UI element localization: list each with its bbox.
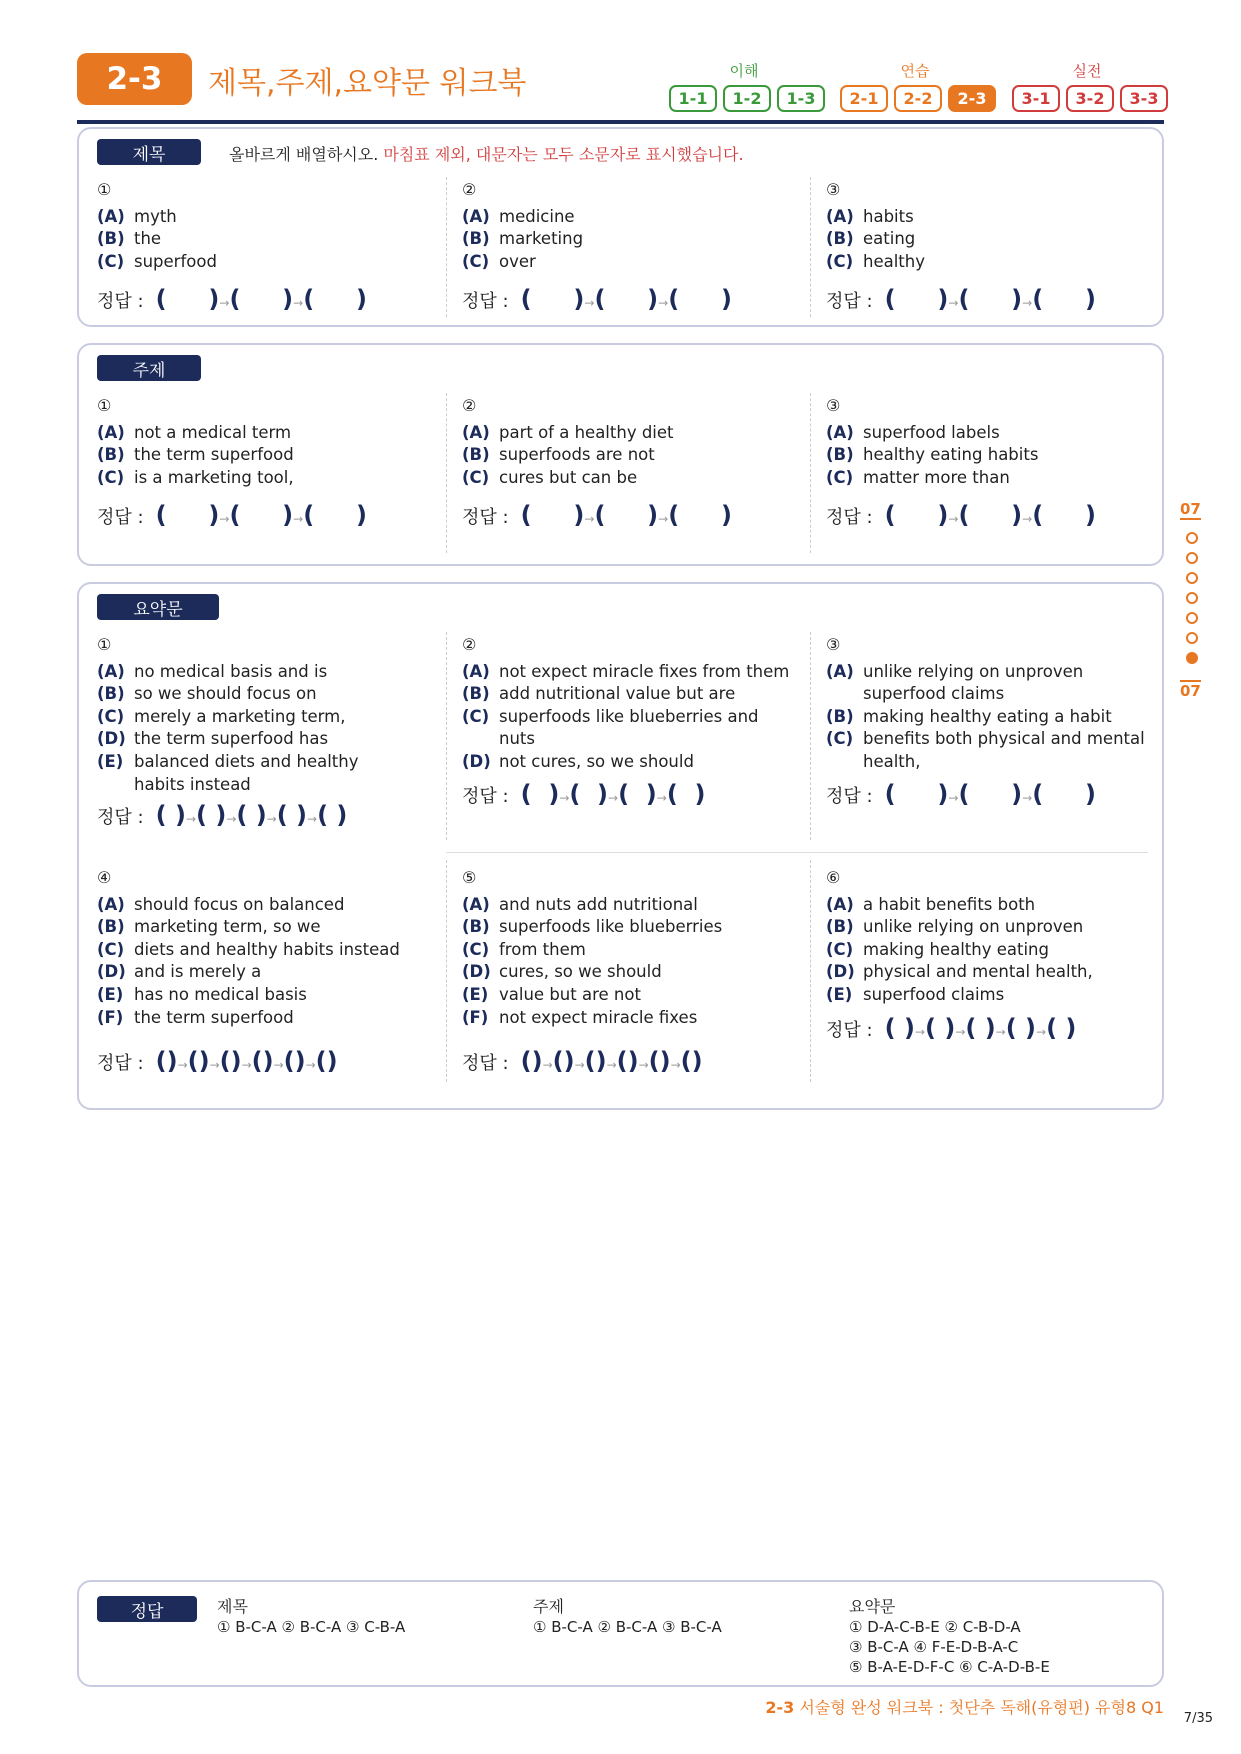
column-divider	[446, 632, 447, 840]
title-answer-2[interactable]: 정답 : ( )→( )→( )	[462, 285, 732, 313]
lesson-badge: 2-3	[77, 53, 192, 105]
column-divider	[810, 860, 811, 1082]
title-answer-1[interactable]: 정답 : ( )→( )→( )	[97, 285, 367, 313]
answer-key-tag: 정답	[97, 1596, 197, 1622]
side-index-bottom: 07	[1180, 682, 1201, 700]
topic-question-2: ② (A) part of a healthy diet (B) superfoods are not (C) cures but can be	[462, 396, 674, 487]
summary-question-3: ③ (A) unlike relying on unproven superfood claims (B) making healthy eating a habit (C) benefits both physical and mental health,	[826, 635, 1145, 771]
side-dot-7-current	[1186, 652, 1198, 664]
footer-text: 2-3 서술형 완성 워크북 : 첫단추 독해(유형편) 유형8 Q1	[765, 1698, 1164, 1717]
summary-answer-6[interactable]: 정답 : ( )→( )→( )→( )→( )	[826, 1014, 1077, 1042]
group-label-real: 실전	[1072, 62, 1102, 80]
summary-question-1: ① (A) no medical basis and is (B) so we should focus on (C) merely a marketing term, (D) the term superfood has (E) balanced diets and healthy habits instead	[97, 635, 359, 794]
topic-answer-3[interactable]: 정답 : ( )→( )→( )	[826, 501, 1096, 529]
summary-answer-4[interactable]: 정답 : ()→()→()→()→()→()	[97, 1047, 338, 1075]
topic-answer-1[interactable]: 정답 : ( )→( )→( )	[97, 501, 367, 529]
side-dot-3	[1186, 572, 1198, 584]
column-divider	[810, 393, 811, 553]
answer-key-title-line: ① B-C-A ② B-C-A ③ C-B-A	[217, 1618, 406, 1636]
title-question-1: ① (A) myth (B) the (C) superfood	[97, 180, 217, 271]
step-3-3-button[interactable]: 3-3	[1120, 85, 1168, 112]
summary-answer-3[interactable]: 정답 : ( )→( )→( )	[826, 780, 1096, 808]
step-2-3-button[interactable]: 2-3	[948, 85, 996, 112]
topic-question-1: ① (A) not a medical term (B) the term superfood (C) is a marketing tool,	[97, 396, 294, 487]
summary-answer-2[interactable]: 정답 : ( )→( )→( )→( )	[462, 780, 706, 808]
title-question-2: ② (A) medicine (B) marketing (C) over	[462, 180, 584, 271]
answer-key-summary-line-2: ③ B-C-A ④ F-E-D-B-A-C	[849, 1638, 1019, 1656]
page-title: 제목,주제,요약문 워크북	[208, 66, 527, 101]
step-1-3-button[interactable]: 1-3	[777, 85, 825, 112]
step-3-2-button[interactable]: 3-2	[1066, 85, 1114, 112]
side-dot-1	[1186, 532, 1198, 544]
summary-question-4: ④ (A) should focus on balanced (B) marketing term, so we (C) diets and healthy habits instead (D) and is merely a (E) has no medical basis (F) the term superfood	[97, 868, 400, 1027]
step-3-1-button[interactable]: 3-1	[1012, 85, 1060, 112]
instruction: 올바르게 배열하시오. 마침표 제외, 대문자는 모두 소문자로 표시했습니다.	[229, 145, 744, 164]
side-dot-2	[1186, 552, 1198, 564]
title-answer-3[interactable]: 정답 : ( )→( )→( )	[826, 285, 1096, 313]
step-2-1-button[interactable]: 2-1	[840, 85, 888, 112]
step-1-2-button[interactable]: 1-2	[723, 85, 771, 112]
title-section	[77, 127, 1164, 327]
side-index-top: 07	[1180, 500, 1201, 518]
column-divider	[446, 393, 447, 553]
page-number: 7/35	[1183, 1711, 1213, 1726]
answer-key-topic-head: 주제	[533, 1597, 564, 1616]
summary-question-2: ② (A) not expect miracle fixes from them (B) add nutritional value but are (C) superfoods like blueberries and nuts (D) not cures, so we should	[462, 635, 790, 771]
summary-section-tag: 요약문	[97, 594, 219, 620]
column-divider	[810, 177, 811, 317]
summary-section	[77, 582, 1164, 1110]
summary-question-6: ⑥ (A) a habit benefits both (B) unlike relying on unproven (C) making healthy eating (D) physical and mental health, (E) superfood claims	[826, 868, 1093, 1004]
topic-section	[77, 343, 1164, 566]
column-divider	[446, 177, 447, 317]
step-2-2-button[interactable]: 2-2	[894, 85, 942, 112]
side-dot-6	[1186, 632, 1198, 644]
row-divider	[446, 852, 1148, 853]
answer-key-summary-line-3: ⑤ B-A-E-D-F-C ⑥ C-A-D-B-E	[849, 1658, 1050, 1676]
answer-key-summary-line-1: ① D-A-C-B-E ② C-B-D-A	[849, 1618, 1021, 1636]
topic-answer-2[interactable]: 정답 : ( )→( )→( )	[462, 501, 732, 529]
topic-question-3: ③ (A) superfood labels (B) healthy eating habits (C) matter more than	[826, 396, 1039, 487]
title-section-tag: 제목	[97, 139, 201, 165]
group-label-understand: 이해	[729, 62, 759, 80]
column-divider	[810, 632, 811, 840]
side-dot-4	[1186, 592, 1198, 604]
answer-key-summary-head: 요약문	[849, 1597, 896, 1616]
topic-section-tag: 주제	[97, 355, 201, 381]
group-label-practice: 연습	[900, 62, 930, 80]
answer-key-box	[77, 1580, 1164, 1687]
answer-key-topic-line: ① B-C-A ② B-C-A ③ B-C-A	[533, 1618, 722, 1636]
side-dot-5	[1186, 612, 1198, 624]
column-divider	[446, 860, 447, 1082]
summary-answer-1[interactable]: 정답 : ( )→( )→( )→( )→( )	[97, 801, 348, 829]
summary-answer-5[interactable]: 정답 : ()→()→()→()→()→()	[462, 1047, 703, 1075]
step-1-1-button[interactable]: 1-1	[669, 85, 717, 112]
header-rule	[77, 120, 1164, 124]
title-question-3: ③ (A) habits (B) eating (C) healthy	[826, 180, 925, 271]
answer-key-title-head: 제목	[217, 1597, 248, 1616]
summary-question-5: ⑤ (A) and nuts add nutritional (B) superfoods like blueberries (C) from them (D) cures, so we should (E) value but are not (F) not expect miracle fixes	[462, 868, 723, 1027]
